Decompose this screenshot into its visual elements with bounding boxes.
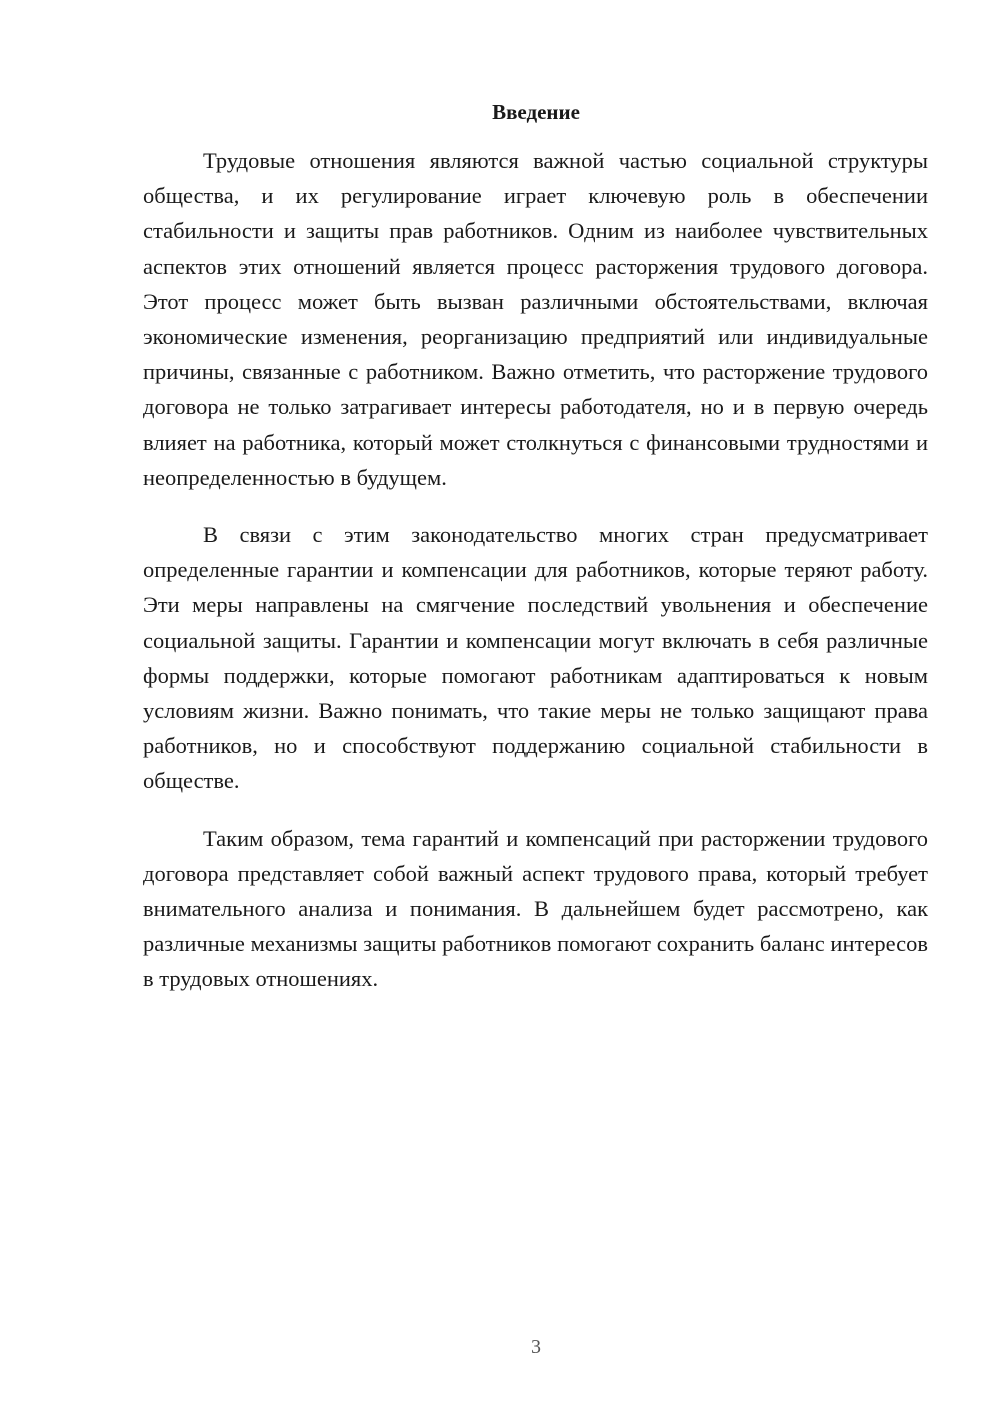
paragraph-1: Трудовые отношения являются важной частью социальной структуры общества, и их регулирование играет ключевую роль в обеспечении стабильности и защиты прав работников. Одним из наиболее чувствительных аспектов этих отношений является процесс расторжения трудового договора. Этот процесс может быть вызван различными обстоятельствами, включая экономические изменения, реорганизацию предприятий или индивидуальные причины, связанные с работником. Важно отметить, что расторжение трудового договора не только затрагивает интересы работодателя, но и в первую очередь влияет на работника, который может столкнуться с финансовыми трудностями и неопределенностью в будущем. xyxy=(143,148,928,490)
section-heading: Введение xyxy=(492,100,580,124)
paragraph-3: Таким образом, тема гарантий и компенсаций при расторжении трудового договора представляет собой важный аспект трудового права, который требует внимательного анализа и понимания. В дальнейшем будет рассмотрено, как различные механизмы защиты работников помогают сохранить баланс интересов в трудовых отношениях. xyxy=(143,825,928,992)
page-number: 3 xyxy=(531,1336,541,1358)
paragraph-2: В связи с этим законодательство многих стран предусматривает определенные гарантии и компенсации для работников, которые теряют работу. Эти меры направлены на смягчение последствий увольнения и обеспечение социальной защиты. Гарантии и компенсации могут включать в себя различные формы поддержки, которые помогают работникам адаптироваться к новым условиям жизни. Важно понимать, что такие меры не только защищают права работников, но и способствуют поддержанию социальной стабильности в обществе. xyxy=(143,522,928,794)
body-text xyxy=(143,143,928,997)
